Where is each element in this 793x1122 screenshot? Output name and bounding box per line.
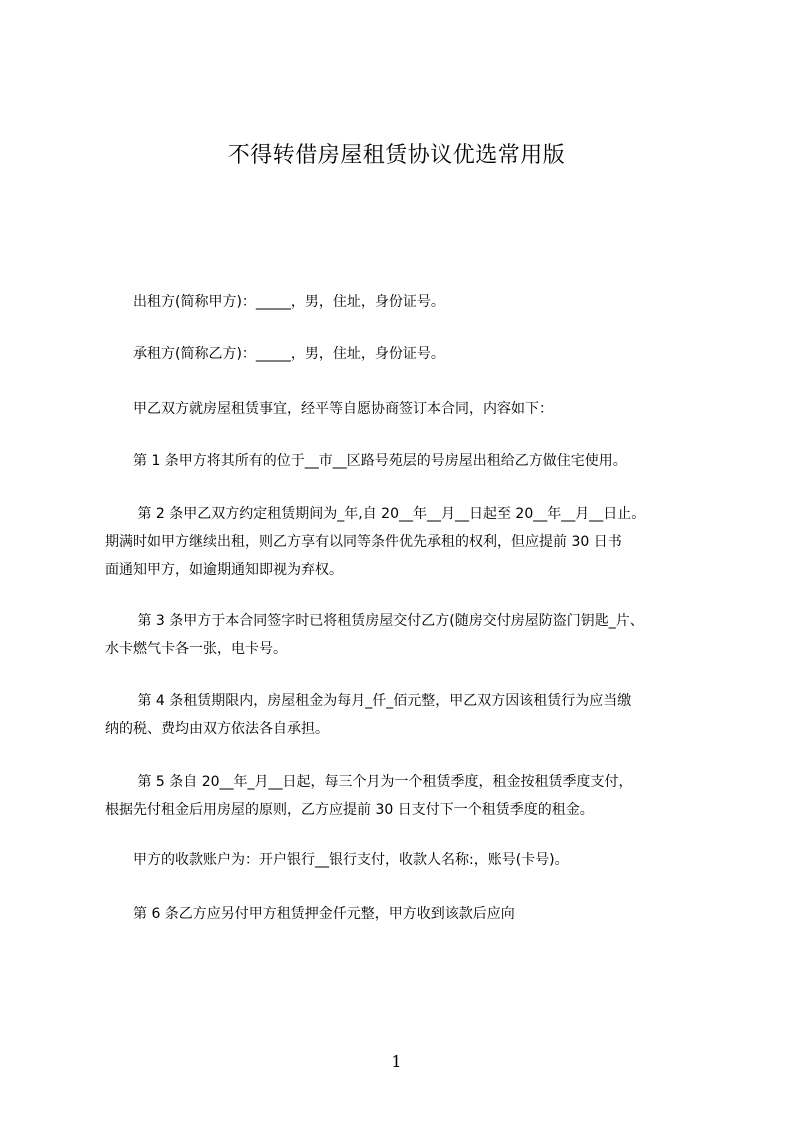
text-line: 第 2 条甲乙双方约定租赁期间为_年,自 20__年__月__日起至 20__年__月__日止。	[105, 506, 646, 522]
text-line: 出租方(简称甲方)：_____，男，住址，身份证号。	[105, 294, 445, 310]
text-line: 水卡燃气卡各一张，电卡号。	[105, 641, 287, 657]
paragraph-lessor	[105, 288, 713, 316]
paragraph-article-1	[105, 447, 713, 475]
paragraph-article-2	[105, 500, 713, 584]
text-line: 甲方的收款账户为：开户银行__银行支付，收款人名称:，账号(卡号)。	[105, 852, 569, 868]
text-line: 根据先付租金后用房屋的原则，乙方应提前 30 日支付下一个租赁季度的租金。	[105, 802, 594, 818]
page-number: 1	[391, 1052, 402, 1071]
paragraph-article-6	[105, 900, 713, 928]
text-line: 承租方(简称乙方)：_____，男，住址，身份证号。	[105, 346, 445, 362]
text-line: 纳的税、费均由双方依法各自承担。	[105, 721, 329, 737]
paragraph-lessee	[105, 340, 713, 368]
paragraph-payment-account	[105, 846, 713, 874]
paragraph-article-5	[105, 768, 713, 824]
text-line: 第 5 条自 20__年_月__日起，每三个月为一个租赁季度，租金按租赁季度支付，	[105, 774, 633, 790]
text-line: 第 1 条甲方将其所有的位于__市__区路号苑层的号房屋出租给乙方做住宅使用。	[105, 453, 627, 469]
text-line: 第 3 条甲方于本合同签字时已将租赁房屋交付乙方(随房交付房屋防盗门钥匙_片、	[105, 613, 644, 629]
text-line: 期满时如甲方继续出租，则乙方享有以同等条件优先承租的权利，但应提前 30 日书	[105, 534, 622, 550]
text-line: 甲乙双方就房屋租赁事宜，经平等自愿协商签订本合同，内容如下：	[105, 401, 553, 417]
paragraph-intro	[105, 395, 713, 423]
document-title: 不得转借房屋租赁协议优选常用版	[227, 143, 566, 168]
paragraph-article-4	[105, 687, 713, 743]
text-line: 第 4 条租赁期限内，房屋租金为每月_仟_佰元整，甲乙双方因该租赁行为应当缴	[105, 693, 632, 709]
paragraph-article-3	[105, 607, 713, 663]
text-line: 面通知甲方，如逾期通知即视为弃权。	[105, 562, 343, 578]
text-line: 第 6 条乙方应另付甲方租赁押金仟元整，甲方收到该款后应向	[105, 906, 515, 922]
